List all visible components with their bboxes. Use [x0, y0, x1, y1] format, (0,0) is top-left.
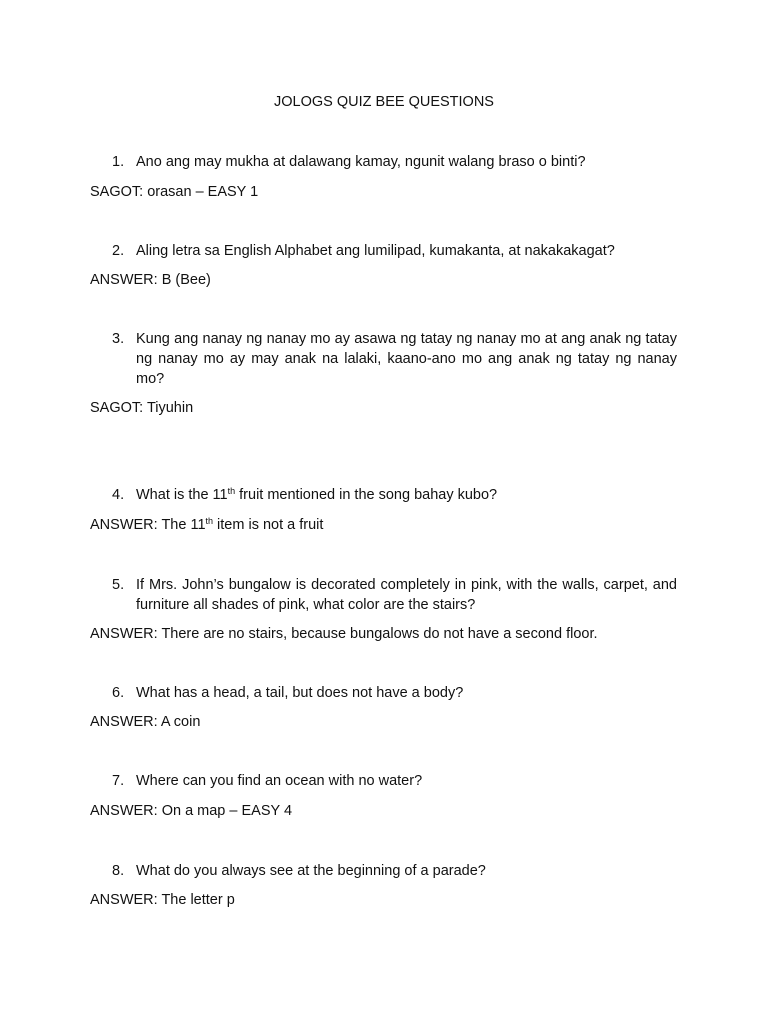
question-number: 5. — [112, 577, 125, 593]
answer-7: ANSWER: On a map – EASY 4 — [90, 803, 293, 819]
question-3 — [112, 329, 677, 389]
question-text-part: fruit mentioned in the song bahay kubo? — [235, 487, 498, 503]
answer-5: ANSWER: There are no stairs, because bungalows do not have a second floor. — [90, 626, 598, 642]
question-1 — [112, 152, 677, 172]
answer-text-part: ANSWER: The 11 — [90, 517, 206, 533]
question-number: 1. — [112, 154, 125, 170]
document-title: JOLOGS QUIZ BEE QUESTIONS — [274, 94, 494, 110]
answer-8: ANSWER: The letter p — [90, 892, 235, 908]
question-text: Ano ang may mukha at dalawang kamay, ngunit walang braso o binti? — [136, 154, 586, 170]
question-text-part: What is the 11 — [136, 487, 228, 503]
ordinal-suffix: th — [205, 516, 214, 526]
question-number: 8. — [112, 863, 125, 879]
question-number: 7. — [112, 773, 125, 789]
question-text: Aling letra sa English Alphabet ang lumilipad, kumakanta, at nakakakagat? — [136, 243, 615, 259]
question-number: 4. — [112, 487, 125, 503]
question-text: Where can you find an ocean with no water? — [136, 773, 423, 789]
answer-text-part: item is not a fruit — [213, 517, 324, 533]
question-4 — [112, 485, 677, 505]
question-5 — [112, 575, 677, 615]
question-text: Kung ang nanay ng nanay mo ay asawa ng tatay ng nanay mo at ang anak ng tatay ng nanay mo ay may anak na lalaki, kaano-ano mo ang anak ng tatay ng nanay mo? — [136, 331, 677, 387]
question-8 — [112, 861, 677, 881]
question-text: If Mrs. John’s bungalow is decorated completely in pink, with the walls, carpet, and furniture all shades of pink, what color are the stairs? — [136, 577, 677, 613]
answer-2: ANSWER: B (Bee) — [90, 272, 211, 288]
question-number: 2. — [112, 243, 125, 259]
question-text — [136, 485, 677, 505]
ordinal-suffix: th — [227, 486, 236, 496]
answer-6: ANSWER: A coin — [90, 714, 201, 730]
answer-3: SAGOT: Tiyuhin — [90, 400, 194, 416]
question-text: What do you always see at the beginning of a parade? — [136, 863, 486, 879]
question-2 — [112, 241, 677, 261]
question-number: 6. — [112, 685, 125, 701]
question-6 — [112, 683, 677, 703]
question-number: 3. — [112, 331, 125, 347]
question-7 — [112, 771, 677, 791]
answer-4 — [90, 515, 690, 535]
question-text: What has a head, a tail, but does not have a body? — [136, 685, 464, 701]
answer-1: SAGOT: orasan – EASY 1 — [90, 184, 259, 200]
